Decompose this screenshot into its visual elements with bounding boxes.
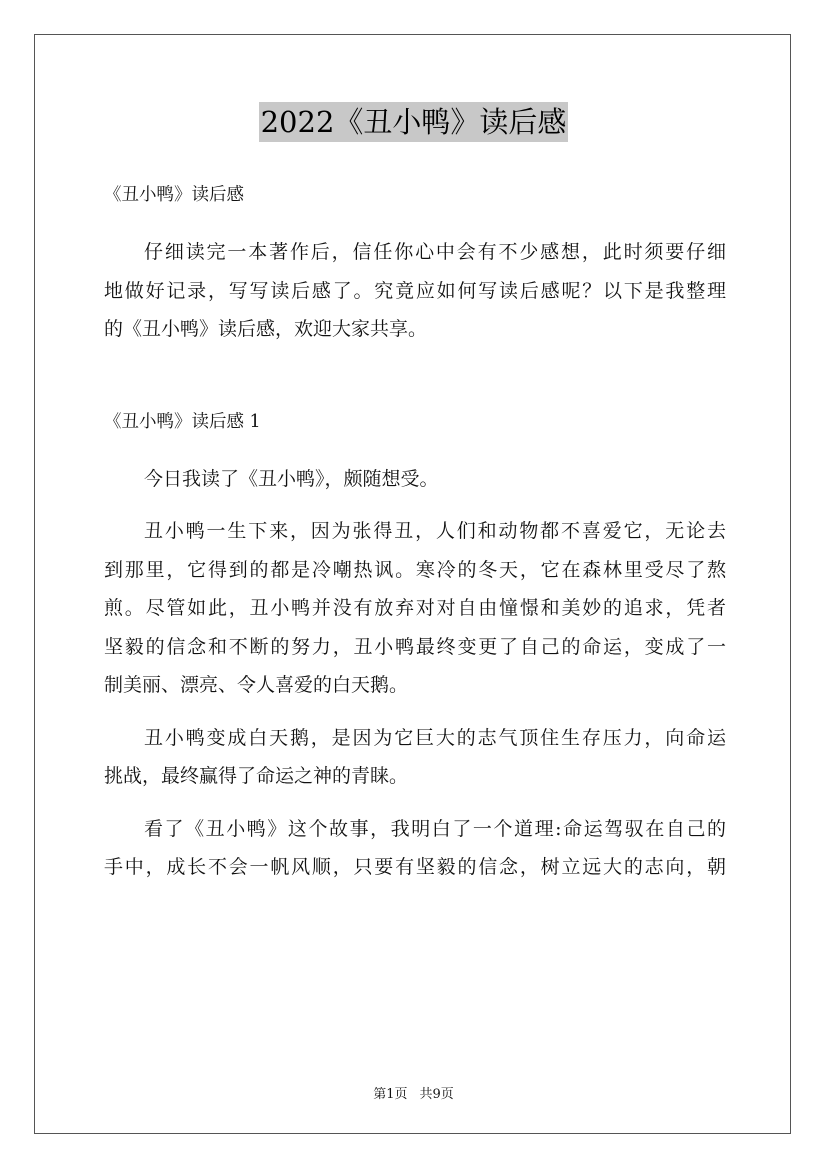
- text-line: 到那里，它得到的都是冷嘲热讽。寒冷的冬天，它在森林里受尽了熬: [104, 558, 726, 581]
- text-line: 手中，成长不会一帆风顺，只要有坚毅的信念，树立远大的志向，朝: [104, 856, 726, 878]
- text-line: 地做好记录，写写读后感了。究竟应如何写读后感呢？以下是我整理: [104, 279, 726, 302]
- text-line: 的《丑小鸭》读后感，欢迎大家共享。: [104, 318, 428, 340]
- text-line: 坚毅的信念和不断的努力，丑小鸭最终变更了自己的命运，变成了一: [104, 635, 726, 658]
- page-footer: [0, 1083, 827, 1102]
- text-line: 看了《丑小鸭》这个故事，我明白了一个道理:命运驾驭在自己的: [144, 817, 726, 840]
- intro-heading: 《丑小鸭》读后感: [104, 185, 244, 205]
- text-line: 丑小鸭一生下来，因为张得丑，人们和动物都不喜爱它，无论去: [144, 520, 726, 542]
- body-paragraph: [104, 810, 726, 887]
- document-title: 2022《丑小鸭》读后感: [259, 102, 569, 142]
- body-paragraph: [104, 460, 726, 499]
- text-line: 今日我读了《丑小鸭》，颇随想受。: [144, 467, 439, 490]
- title-container: [0, 102, 827, 142]
- intro-paragraph: [104, 233, 726, 349]
- text-line: 制美丽、漂亮、令人喜爱的白天鹅。: [104, 674, 409, 696]
- section-heading: 《丑小鸭》读后感 1: [104, 411, 261, 432]
- document-body: [104, 176, 726, 887]
- text-line: 仔细读完一本著作后，信任你心中会有不少感想，此时须要仔细: [144, 241, 726, 263]
- text-line: 煎。尽管如此，丑小鸭并没有放弃对对自由憧憬和美妙的追求，凭者: [104, 597, 726, 619]
- text-line: 丑小鸭变成白天鹅，是因为它巨大的志气顶住生存压力，向命运: [144, 726, 726, 749]
- page-total: 共9页: [419, 1087, 454, 1102]
- text-line: 挑战，最终赢得了命运之神的青睐。: [104, 765, 409, 787]
- page-number: 第1页: [373, 1087, 408, 1102]
- body-paragraph: [104, 719, 726, 796]
- body-paragraph: [104, 512, 726, 705]
